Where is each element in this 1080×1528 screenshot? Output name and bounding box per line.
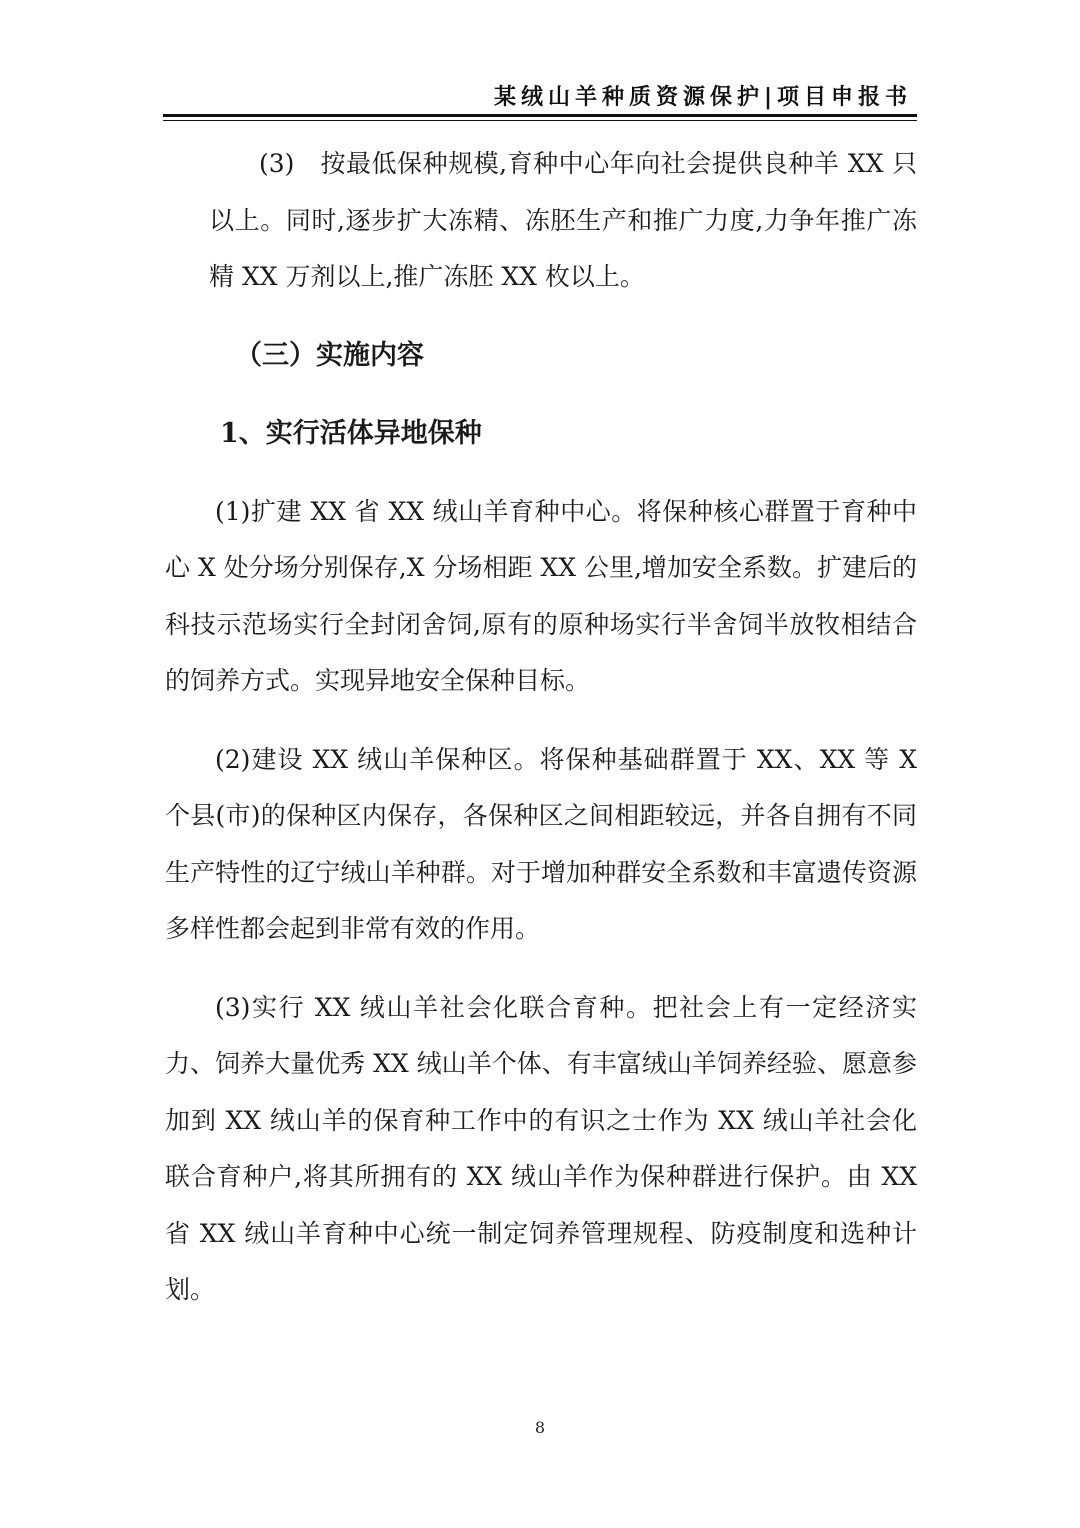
header-title: 某绒山羊种质资源保护|项目申报书 bbox=[493, 85, 912, 110]
page-number: 8 bbox=[534, 1418, 546, 1437]
header-rule-thick bbox=[163, 114, 917, 117]
document-body bbox=[165, 136, 917, 1319]
paragraph-3: (3)实行 XX 绒山羊社会化联合育种。把社会上有一定经济实力、饲养大量优秀 XX 绒山羊个体、有丰富绒山羊饲养经验、愿意参加到 XX 绒山羊的保育种工作中的有识之士作为 XX 绒山羊社会化联合育种户,将其所拥有的 XX 绒山羊作为保种群进行保护。由 XX 省 XX 绒山羊育种中心统一制定饲养管理规程、防疫制度和选种计划。 bbox=[165, 992, 917, 1304]
paragraph-2: (2)建设 XX 绒山羊保种区。将保种基础群置于 XX、XX 等 X 个县(市)的保种区内保存，各保种区之间相距较远，并各自拥有不同生产特性的辽宁绒山羊种群。对于增加种群安全系数和丰富遗传资源多样性都会起到非常有效的作用。 bbox=[165, 744, 917, 943]
paragraph-intro: (3) 按最低保种规模,育种中心年向社会提供良种羊 XX 只以上。同时,逐步扩大冻精、冻胚生产和推广力度,力争年推广冻精 XX 万剂以上,推广冻胚 XX 枚以上。 bbox=[209, 149, 917, 291]
section-heading: （三）实施内容 bbox=[235, 339, 424, 371]
paragraph-1: (1)扩建 XX 省 XX 绒山羊育种中心。将保种核心群置于育种中心 X 处分场分别保存,X 分场相距 XX 公里,增加安全系数。扩建后的科技示范场实行全封闭舍饲,原有的原种场实行半舍饲半放牧相结合的饲养方式。实现异地安全保种目标。 bbox=[165, 496, 917, 695]
subsection-heading: 1、实行活体异地保种 bbox=[220, 417, 482, 449]
header-rule-thin bbox=[163, 120, 917, 121]
